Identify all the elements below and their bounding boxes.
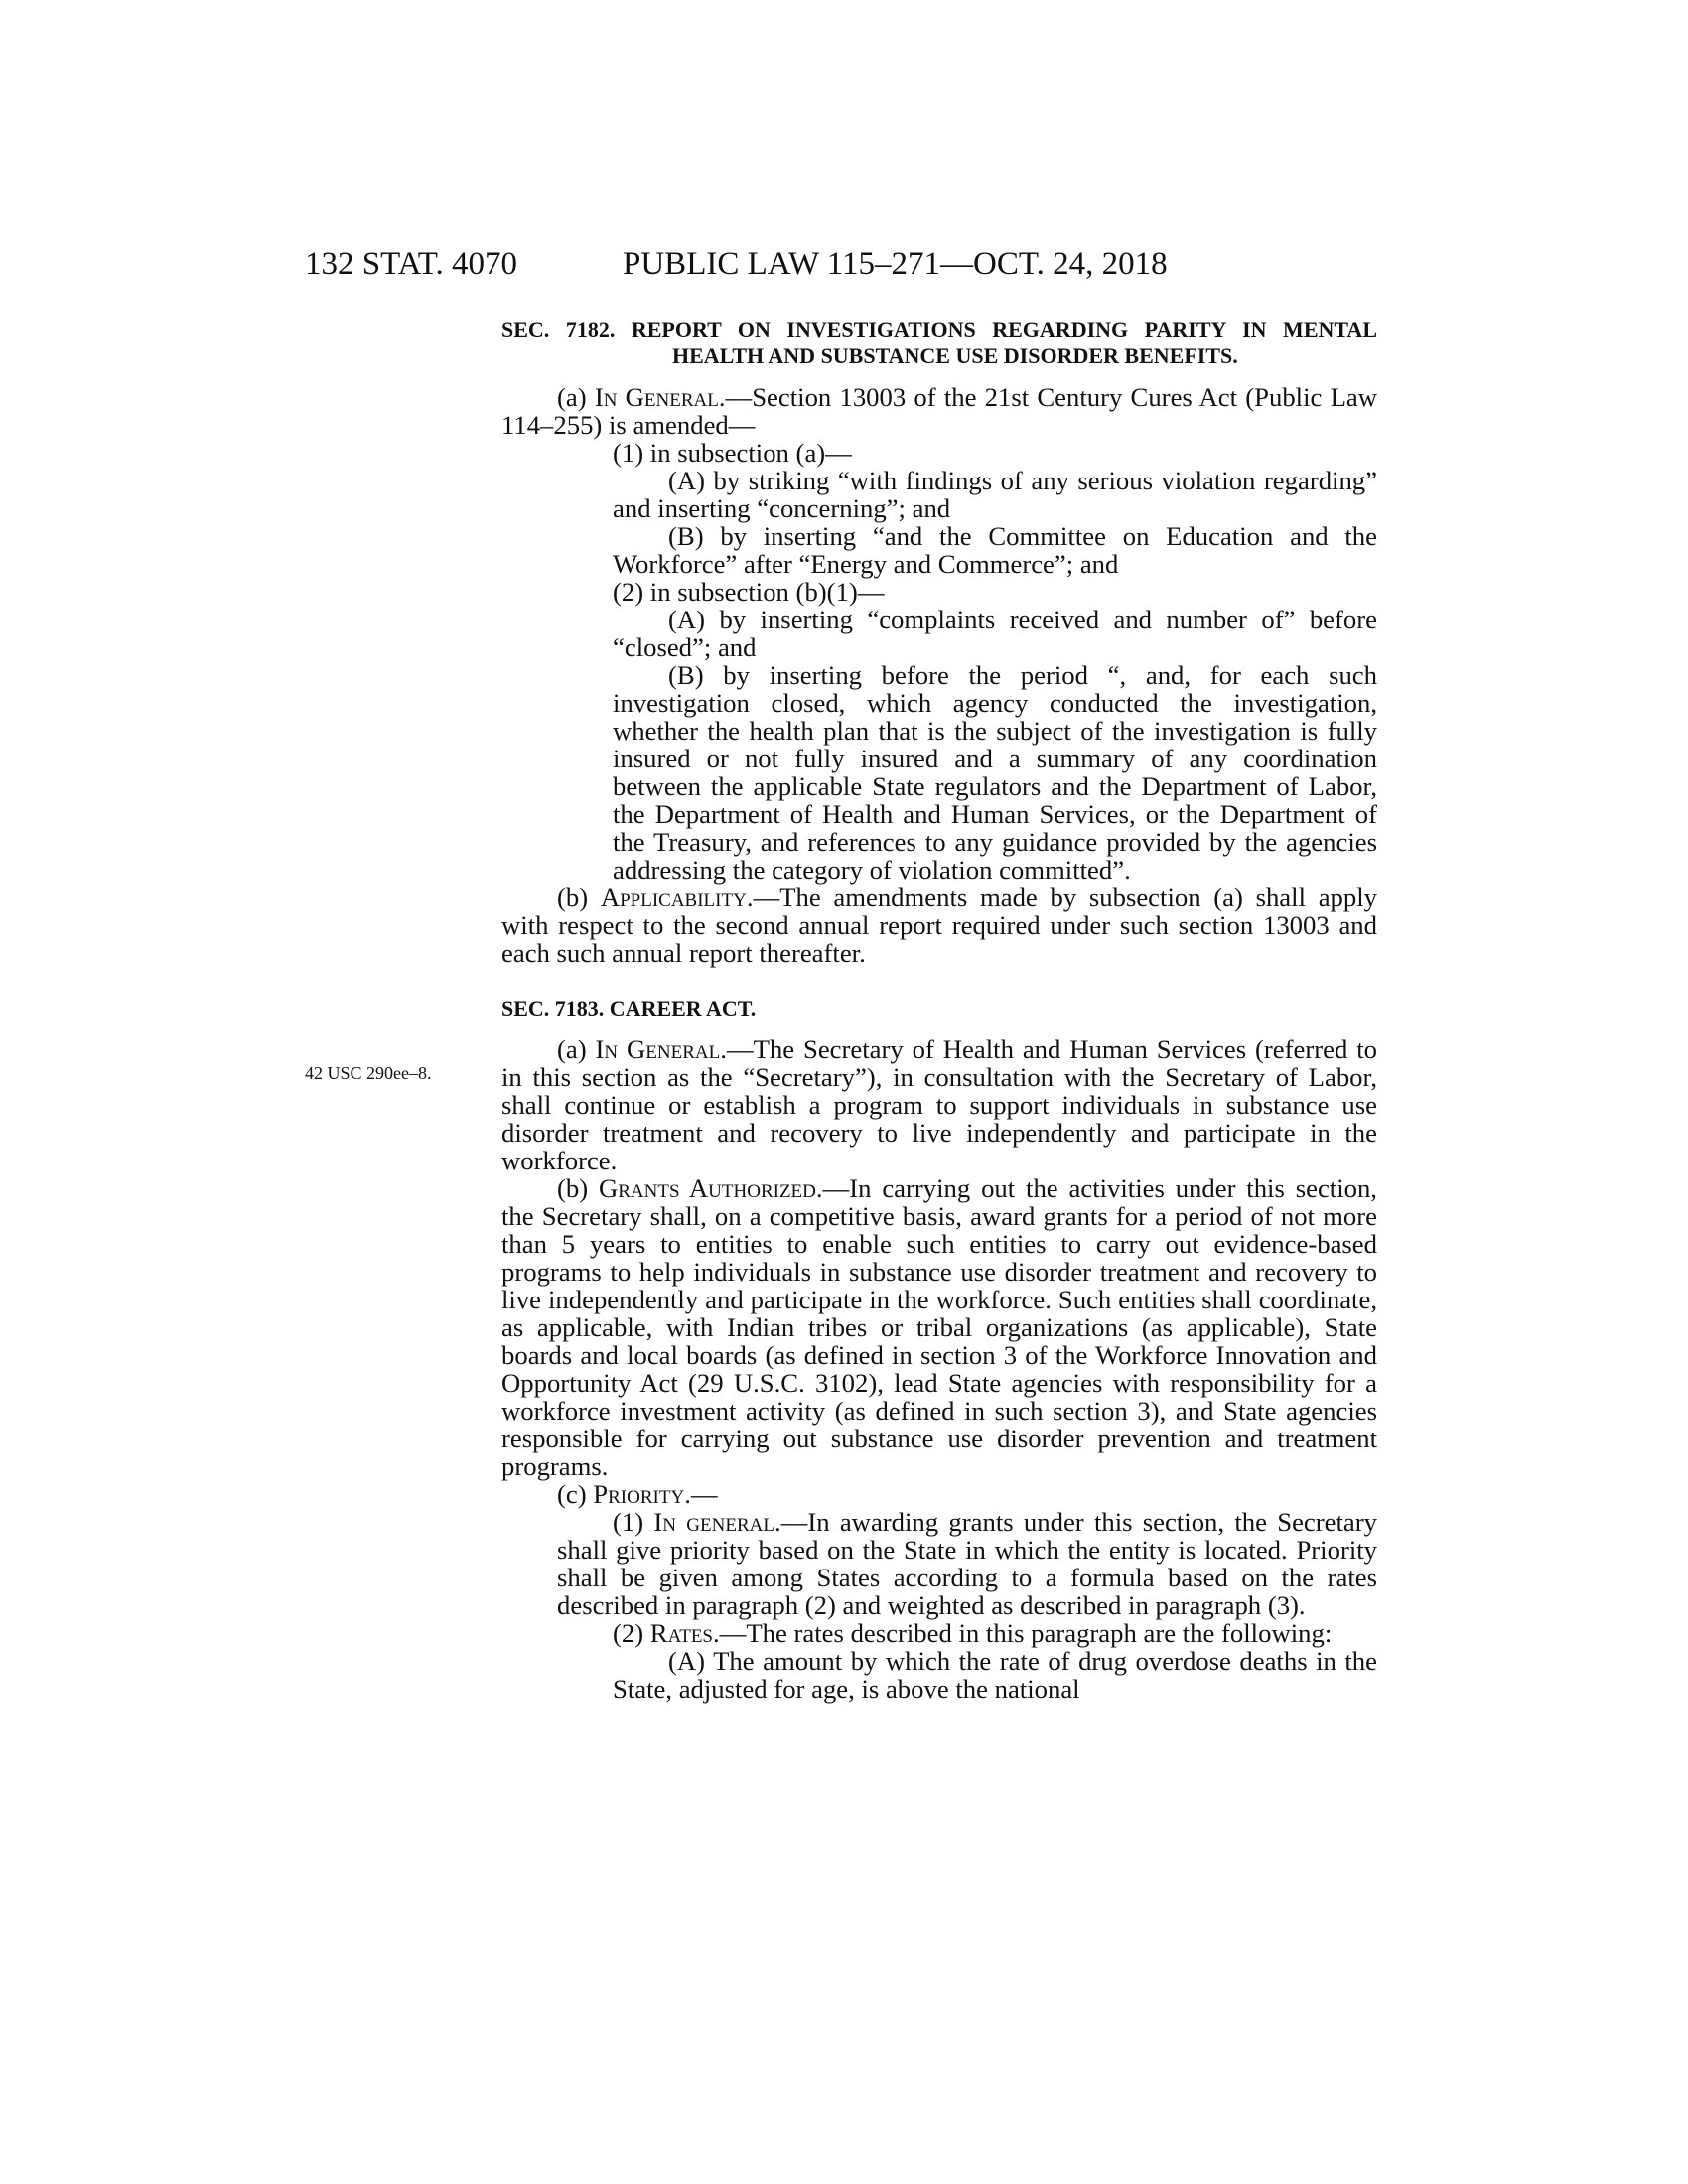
paragraph-1: (1) in subsection (a)— [613,438,852,468]
subparagraph-2B: (B) by inserting before the period “, and, for each such investigation closed, which agency conducted the investigation, whether the health plan that is the subject of the investigation is fully insured or not fully insured and a summary of any coordination between the applicable State regulators and the Department of Labor, the Department of Health and Human Services, or the Department of the Treasury, and references to any guidance provided by the agencies addressing the category of violation committed”. [613,660,1377,885]
section-heading-7183: SEC. 7183. CAREER ACT. [501,996,757,1021]
paragraph-caption: Rates [649,1618,713,1648]
subparagraph-1B: (B) by inserting “and the Committee on Education and the Workforce” after “Energy and Commerce”; and [613,521,1377,579]
document-body [501,316,1377,1703]
subsection-caption: In General [594,382,719,412]
subsection-caption: Grants Authorized [598,1173,816,1203]
paragraph-c1: (1) In general.—In awarding grants under this section, the Secretary shall give priority based on the State in which the entity is located. Priority shall be given among States according to a formula based on the rates described in paragraph (2) and weighted as described in paragraph (3). [557,1507,1377,1620]
subsection-caption: Applicability [600,883,747,912]
subparagraph-2A: (A) by inserting “complaints received and number of” before “closed”; and [613,605,1377,662]
page-header [0,246,1688,296]
paragraph-c2: (2) Rates.—The rates described in this paragraph are the following: [613,1618,1333,1648]
subsection-caption: In General [595,1034,721,1064]
subsection-b: (b) Grants Authorized.—In carrying out the activities under this section, the Secretary shall, on a competitive basis, award grants for a period of not more than 5 years to entities to enable such entities to carry out evidence-based programs to help individuals in substance use disorder treatment and recovery to live independently and participate in the workforce. Such entities shall coordinate, as applicable, with Indian tribes or tribal organizations (as applicable), State boards and local boards (as defined in section 3 of the Workforce Innovation and Opportunity Act (29 U.S.C. 3102), lead State agencies with responsibility for a workforce investment activity (as defined in such section 3), and State agencies responsible for carrying out substance use disorder prevention and treatment programs. [501,1173,1377,1481]
margin-citation: 42 USC 290ee–8. [305,1063,432,1083]
subsection-a: (a) In General.—Section 13003 of the 21st Century Cures Act (Public Law 114–255) is amended— [501,382,1377,440]
paragraph-2: (2) in subsection (b)(1)— [613,577,885,607]
paragraph-caption: In general [653,1507,774,1537]
statute-page-number: 132 STAT. 4070 [305,246,518,282]
section-heading-7182: SEC. 7182. REPORT ON INVESTIGATIONS REGARDING PARITY IN MENTAL HEALTH AND SUBSTANCE USE DISORDER BENEFITS. [501,317,1377,368]
subparagraph-1A: (A) by striking “with findings of any serious violation regarding” and inserting “concerning”; and [613,466,1377,523]
subsection-b: (b) Applicability.—The amendments made by subsection (a) shall apply with respect to the second annual report required under such section 13003 and each such annual report thereafter. [501,883,1377,968]
subsection-c: (c) Priority.— [557,1479,718,1509]
public-law-citation: PUBLIC LAW 115–271—OCT. 24, 2018 [623,246,1168,282]
subsection-caption: Priority [593,1479,685,1509]
subparagraph-c2A: (A) The amount by which the rate of drug overdose deaths in the State, adjusted for age, is above the national [613,1646,1377,1704]
subsection-a: (a) In General.—The Secretary of Health and Human Services (referred to in this section as the “Secretary”), in consultation with the Secretary of Labor, shall continue or establish a program to support individuals in substance use disorder treatment and recovery to live independently and participate in the workforce. [501,1034,1377,1175]
